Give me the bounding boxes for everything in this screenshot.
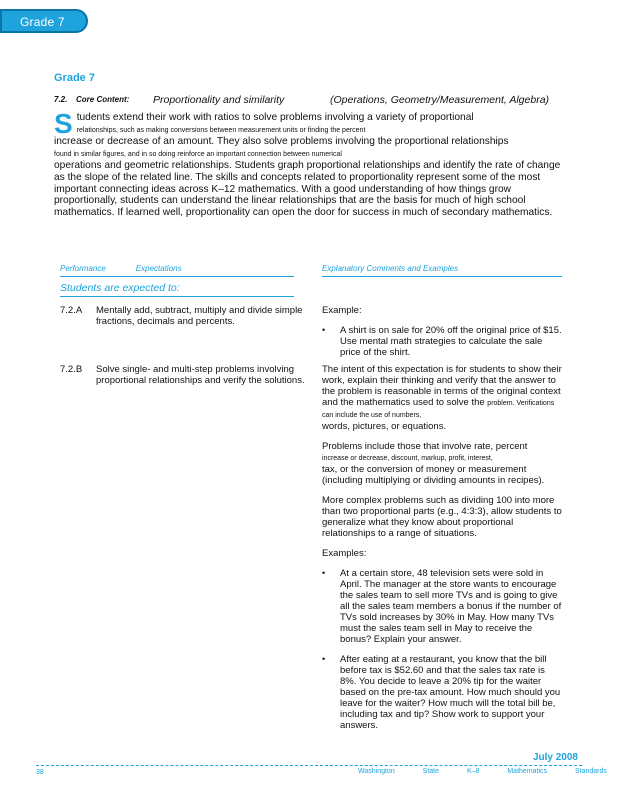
grade-heading: Grade 7 xyxy=(54,72,95,84)
example-bullet-restaurant: • After eating at a restaurant, you know that the bill before tax is $52.60 and that the sales tax rate is 8%. You decide to leave a 20% tip for the waiter based on the pre-tax amount. How much should you leave for the waiter? How much will the total bill be, including tax and tip? Show work to support your answers. xyxy=(322,654,562,731)
core-title: Proportionality and similarity xyxy=(153,94,285,106)
comment-intent-end: words, pictures, or equations. xyxy=(322,421,447,432)
example-label: Example: xyxy=(322,305,362,316)
intro-line-1-small: relationships, such as making conversions between measurement units or finding the percent xyxy=(76,126,366,134)
expectation-text: Solve single- and multi-step problems involving proportional relationships and verify the solutions. xyxy=(96,364,305,386)
comment-problems xyxy=(322,441,562,486)
comments-7-2-b xyxy=(322,364,562,740)
core-number: 7.2. xyxy=(54,95,68,104)
core-label: Core Content: xyxy=(76,95,130,104)
comment-complex: More complex problems such as dividing 100 into more than two proportional parts (e.g., 4:3:3), allow students to generalize what they know about proportional relationships to a range of situations. xyxy=(322,495,562,539)
expectation-number: 7.2.B xyxy=(60,364,83,375)
core-category: (Operations, Geometry/Measurement, Algebra) xyxy=(330,94,550,106)
footer-divider xyxy=(36,765,582,766)
comments-7-2-a xyxy=(322,305,562,367)
comment-problems-end: tax, or the conversion of money or measurement (including multiplying or dividing amounts in recipes). xyxy=(322,464,545,486)
grade-tab xyxy=(0,9,88,33)
comment-intent-text: The intent of this expectation is for students to show their work, explain their thinking and verify that the answer to the problem is reasonable in terms of the original context and the mathematics used to solve the xyxy=(322,364,562,408)
page-number: 38 xyxy=(36,769,44,776)
example-bullet: • A shirt is on sale for 20% off the original price of $15. Use mental math strategies to calculate the sale price of the shirt. xyxy=(322,325,562,358)
performance-expectations-header xyxy=(60,264,294,277)
grade-tab-label: Grade 7 xyxy=(20,15,65,29)
intro-body: operations and geometric relationships. Students graph proportional relationships and identify the rate of change as the slope of the related line. The skills and concepts related to proportionality represent some of the most important connecting ideas across K–12 mathematics. With a good understanding of how things grow proportionally, students can understand the linear relationships that are the basis for much of high school mathematics. If learned well, proportionality can open the door for success in much of secondary mathematics. xyxy=(54,160,561,218)
footer-date: July 2008 xyxy=(532,752,578,763)
intro-line-2: increase or decrease of an amount. They also solve problems involving the proportional relationships xyxy=(54,136,509,148)
expectation-text: Mentally add, subtract, multiply and divide simple fractions, decimals and percents. xyxy=(96,305,303,327)
explanatory-comments-header: Explanatory Comments and Examples xyxy=(322,264,562,277)
intro-line-1: tudents extend their work with ratios to solve problems involving a variety of proportional xyxy=(76,112,474,123)
students-expected-label: Students are expected to: xyxy=(60,282,180,294)
header-performance: Performance xyxy=(60,264,106,273)
header-expectations: Expectations xyxy=(135,264,182,273)
footer-standards: Washington State K–8 Mathematics Standards xyxy=(358,768,607,775)
intro-paragraph xyxy=(54,108,564,218)
comment-problems-small: increase or decrease, discount, markup, profit, interest, xyxy=(322,455,493,462)
comment-intent-small: problem. Verifications can include the use of numbers, xyxy=(322,400,555,419)
drop-cap: S xyxy=(54,108,73,139)
comment-problems-text: Problems include those that involve rate, percent xyxy=(322,441,528,452)
expectation-number: 7.2.A xyxy=(60,305,83,316)
intro-line-2-small: found in similar figures, and in so doing reinforce an important connection between numerical xyxy=(54,150,342,158)
divider xyxy=(60,296,294,297)
example-bullet-tv: • At a certain store, 48 television sets were sold in April. The manager at the store wants to encourage the sales team to sell more TVs and is going to give all the sales team members a bonus if the number of TVs sold increases by 30% in May. How many TVs must the sales team sell in May to receive the bonus? Explain your answer. xyxy=(322,568,562,645)
examples-label: Examples: xyxy=(322,548,367,559)
comment-intent xyxy=(322,364,562,432)
